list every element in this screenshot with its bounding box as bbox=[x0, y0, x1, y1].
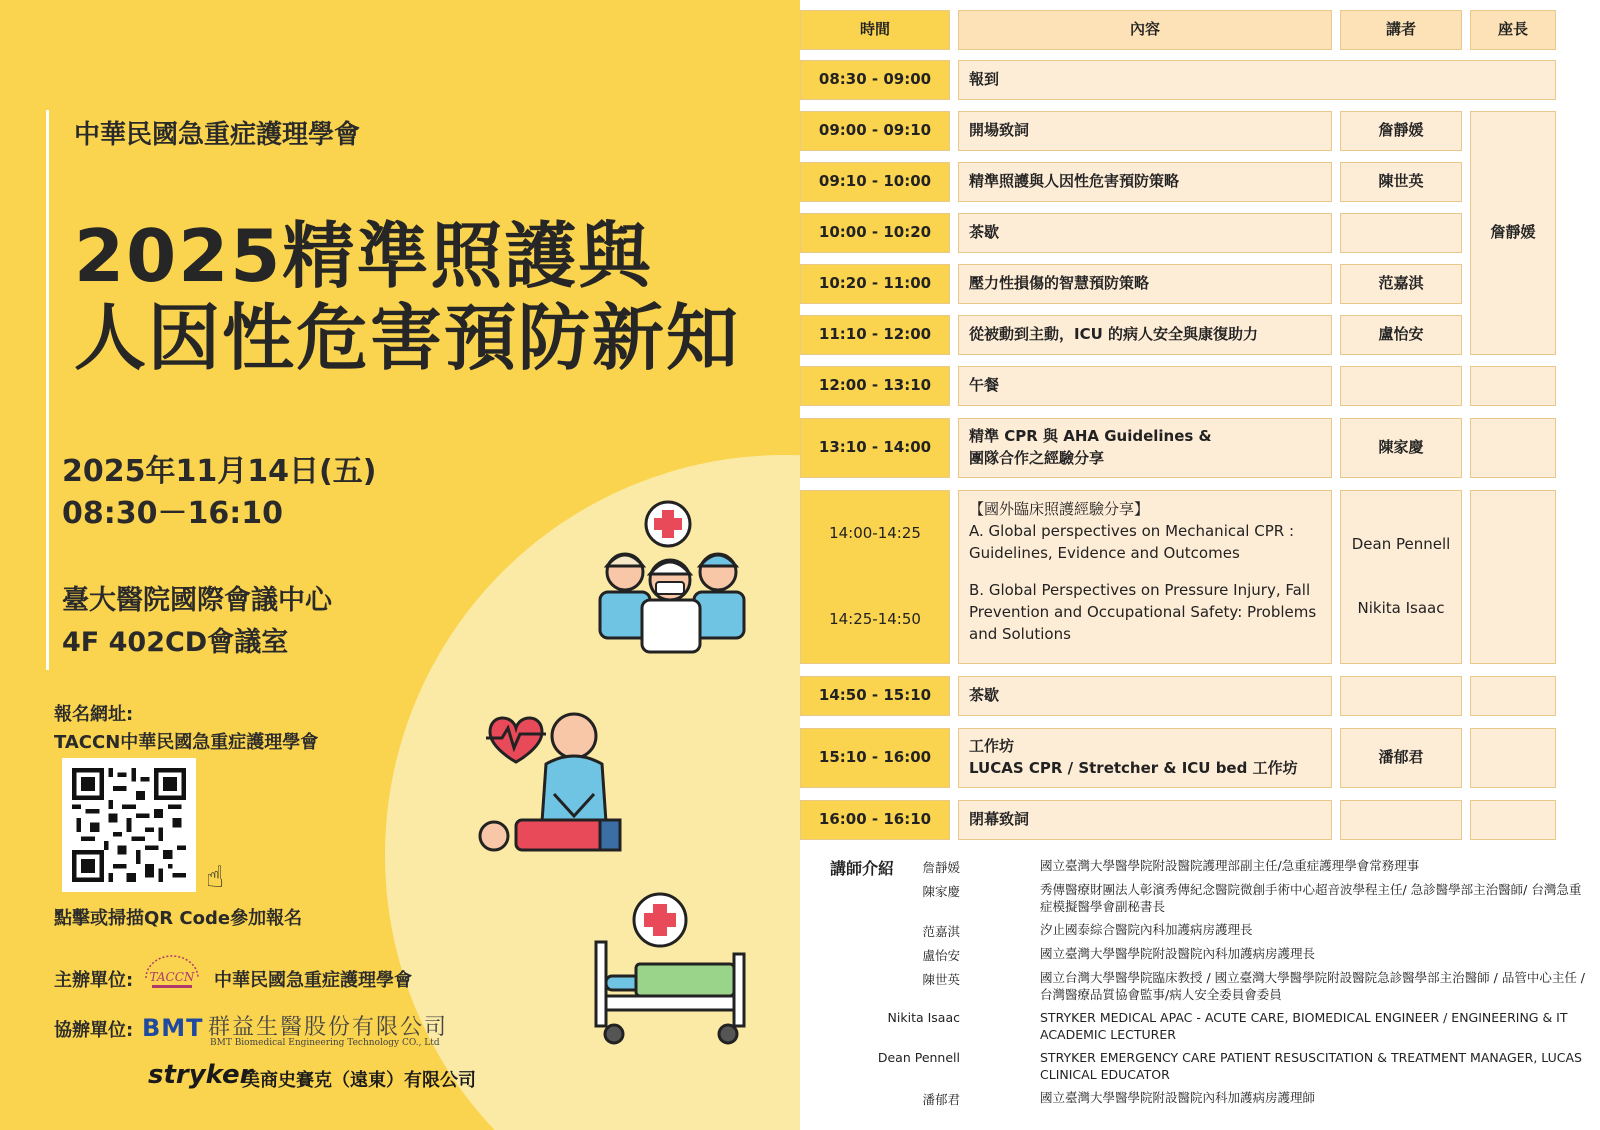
bmt-logo: BMT bbox=[142, 1014, 204, 1042]
speaker-desc: 汐止國泰綜合醫院內科加護病房護理長 bbox=[1040, 922, 1253, 937]
content-cell: 壓力性損傷的智慧預防策略 bbox=[958, 264, 1332, 304]
chair-cell bbox=[1470, 728, 1556, 788]
chair-cell bbox=[1470, 490, 1556, 664]
time-cell: 15:10 - 16:00 bbox=[800, 728, 950, 788]
time-cell: 09:10 - 10:00 bbox=[800, 162, 950, 202]
taccn-logo bbox=[140, 948, 204, 994]
speaker-cell: 陳家慶 bbox=[1340, 418, 1462, 478]
content-cell bbox=[958, 418, 1332, 478]
speaker-desc: 國立臺灣大學醫學院附設醫院內科加護病房護理長 bbox=[1040, 946, 1316, 961]
time-cell: 14:50 - 15:10 bbox=[800, 676, 950, 716]
co-organizer-label: 協辦單位: bbox=[54, 1020, 134, 1041]
time-cell: 09:00 - 09:10 bbox=[800, 111, 950, 151]
host-name: 中華民國急重症護理學會 bbox=[214, 970, 412, 991]
accent-line bbox=[46, 110, 49, 670]
time-cell: 11:10 - 12:00 bbox=[800, 315, 950, 355]
speaker-cell bbox=[1340, 800, 1462, 840]
header-chair: 座長 bbox=[1470, 10, 1556, 50]
organizer-heading: 中華民國急重症護理學會 bbox=[74, 120, 361, 150]
speaker-desc: 國立臺灣大學醫學院附設醫院護理部副主任/急重症護理學會常務理事 bbox=[1040, 858, 1420, 873]
content-line: 工作坊 bbox=[969, 737, 1015, 756]
content-cell: 從被動到主動，ICU 的病人安全與康復助力 bbox=[958, 315, 1332, 355]
speaker-intro-row bbox=[820, 922, 1590, 940]
bmt-company-name: 群益生醫股份有限公司 bbox=[208, 1015, 449, 1040]
speaker-intro-row bbox=[820, 882, 1590, 916]
chair-cell bbox=[1470, 418, 1556, 478]
header-time: 時間 bbox=[800, 10, 950, 50]
chair-cell bbox=[1470, 366, 1556, 406]
speaker-intro-row bbox=[820, 1090, 1590, 1108]
speaker-name: 范嘉淇 bbox=[922, 924, 960, 939]
qr-caption: 點擊或掃描QR Code參加報名 bbox=[54, 908, 303, 929]
intl-topic-b: Prevention and Occupational Safety: Problems bbox=[969, 603, 1317, 621]
svg-text:TACCN: TACCN bbox=[149, 970, 195, 984]
speaker-name: 詹靜媛 bbox=[922, 860, 960, 875]
cpr-icon bbox=[476, 704, 626, 854]
hospital-bed-icon bbox=[590, 892, 750, 1047]
speaker-cell: 陳世英 bbox=[1340, 162, 1462, 202]
time-cell: 13:10 - 14:00 bbox=[800, 418, 950, 478]
time-cell: 08:30 - 09:00 bbox=[800, 60, 950, 100]
speaker-desc: STRYKER MEDICAL APAC - ACUTE CARE, BIOMEDICAL ENGINEER / ENGINEERING & IT ACADEMIC LECTURER bbox=[1040, 1010, 1568, 1042]
speaker-name: Nikita Isaac bbox=[887, 1010, 960, 1025]
speaker-intro-row bbox=[820, 946, 1590, 964]
time-cell: 12:00 - 13:10 bbox=[800, 366, 950, 406]
event-date: 2025年11月14日(五) bbox=[62, 454, 377, 489]
bmt-company-english: BMT Biomedical Engineering Technology CO., Ltd bbox=[210, 1038, 440, 1048]
register-link[interactable]: TACCN中華民國急重症護理學會 bbox=[54, 732, 319, 753]
speaker-name: 盧怡安 bbox=[922, 948, 960, 963]
speaker-name: 陳世英 bbox=[922, 972, 960, 987]
event-title-line2: 人因性危害預防新知 bbox=[74, 296, 741, 380]
speakers-title: 講師介紹 bbox=[830, 859, 895, 878]
content-cell: 報到 bbox=[958, 60, 1556, 100]
header-speaker: 講者 bbox=[1340, 10, 1462, 50]
intl-title: 【國外臨床照護經驗分享】 bbox=[969, 500, 1150, 518]
speaker-cell: 詹靜媛 bbox=[1340, 111, 1462, 151]
speaker-desc: 秀傳醫療財團法人彰濱秀傳紀念醫院微創手術中心超音波學程主任/ 急診醫學部主治醫師/ 台灣急重症模擬醫學會副秘書長 bbox=[1040, 882, 1582, 914]
content-cell: 茶歇 bbox=[958, 676, 1332, 716]
intl-topic-a: A. Global perspectives on Mechanical CPR : bbox=[969, 521, 1294, 540]
speaker-intro-row bbox=[820, 1050, 1590, 1084]
event-room: 4F 402CD會議室 bbox=[62, 627, 289, 658]
content-cell: 精準照護與人因性危害預防策略 bbox=[958, 162, 1332, 202]
speaker-cell-split bbox=[1340, 490, 1462, 664]
speaker-cell bbox=[1340, 213, 1462, 253]
content-line: 團隊合作之經驗分享 bbox=[969, 449, 1105, 467]
content-cell: 開場致詞 bbox=[958, 111, 1332, 151]
event-venue: 臺大醫院國際會議中心 bbox=[62, 585, 332, 616]
speaker-intro-row bbox=[820, 970, 1590, 1004]
speaker-intro-row bbox=[820, 1010, 1590, 1044]
speaker-cell: 潘郁君 bbox=[1340, 728, 1462, 788]
stryker-logo: stryker bbox=[148, 1060, 253, 1090]
content-cell: 午餐 bbox=[958, 366, 1332, 406]
speaker-a: Dean Pennell bbox=[1351, 535, 1451, 554]
intl-topic-a: Guidelines, Evidence and Outcomes bbox=[969, 543, 1240, 562]
speaker-cell: 范嘉淇 bbox=[1340, 264, 1462, 304]
stryker-company-name: 美商史賽克（遠東）有限公司 bbox=[242, 1070, 476, 1091]
speaker-name: 陳家慶 bbox=[922, 884, 960, 899]
speaker-name: 潘郁君 bbox=[922, 1092, 960, 1107]
host-label: 主辦單位: bbox=[54, 970, 134, 991]
chair-cell bbox=[1470, 800, 1556, 840]
time-a: 14:00-14:25 bbox=[829, 524, 921, 543]
time-cell: 16:00 - 16:10 bbox=[800, 800, 950, 840]
medical-team-icon bbox=[590, 500, 750, 655]
content-cell bbox=[958, 728, 1332, 788]
content-cell: 茶歇 bbox=[958, 213, 1332, 253]
speaker-desc: 國立台灣大學醫學院臨床教授 / 國立臺灣大學醫學院附設醫院急診醫學部主治醫師 / 品管中心主任 / 台灣醫療品質協會監事/病人安全委員會委員 bbox=[1040, 970, 1586, 1002]
speaker-desc: STRYKER EMERGENCY CARE PATIENT RESUSCITATION & TREATMENT MANAGER, LUCAS CLINICAL EDUCATOR bbox=[1040, 1050, 1582, 1082]
chair-cell bbox=[1470, 676, 1556, 716]
speaker-b: Nikita Isaac bbox=[1357, 599, 1445, 618]
speaker-cell: 盧怡安 bbox=[1340, 315, 1462, 355]
time-cell: 10:00 - 10:20 bbox=[800, 213, 950, 253]
speaker-desc: 國立臺灣大學醫學院附設醫院內科加護病房護理師 bbox=[1040, 1090, 1316, 1105]
intl-topic-b: B. Global Perspectives on Pressure Injury, Fall bbox=[969, 581, 1311, 600]
register-label: 報名網址: bbox=[54, 704, 134, 725]
content-line: LUCAS CPR / Stretcher & ICU bed 工作坊 bbox=[969, 759, 1298, 777]
speaker-cell bbox=[1340, 676, 1462, 716]
speaker-cell bbox=[1340, 366, 1462, 406]
chair-cell-morning: 詹靜媛 bbox=[1470, 111, 1556, 355]
qr-code[interactable] bbox=[62, 758, 196, 892]
speaker-name: Dean Pennell bbox=[877, 1050, 960, 1065]
intl-topic-b: and Solutions bbox=[969, 624, 1071, 643]
time-cell-split bbox=[800, 490, 950, 664]
hand-pointer-icon: ☝ bbox=[206, 860, 225, 895]
speaker-intro-row bbox=[820, 858, 1590, 876]
content-cell: 閉幕致詞 bbox=[958, 800, 1332, 840]
qr-code-icon bbox=[72, 768, 186, 882]
event-title-line1: 2025精準照護與 bbox=[74, 214, 653, 298]
event-time: 08:30－16:10 bbox=[62, 496, 283, 531]
content-cell-international bbox=[958, 490, 1332, 664]
time-b: 14:25-14:50 bbox=[829, 610, 921, 629]
time-cell: 10:20 - 11:00 bbox=[800, 264, 950, 304]
header-content: 內容 bbox=[958, 10, 1332, 50]
content-line: 精準 CPR 與 AHA Guidelines & bbox=[969, 427, 1212, 446]
